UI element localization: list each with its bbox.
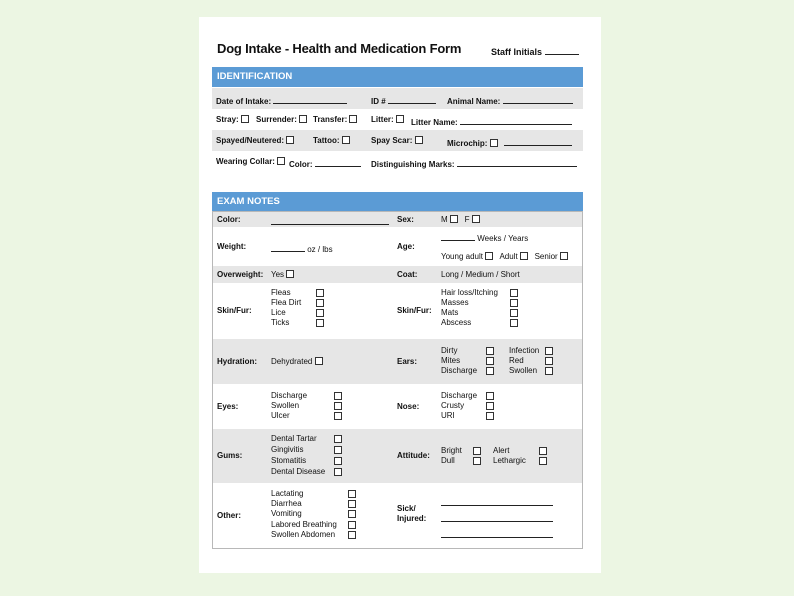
exam-row-color-sex xyxy=(213,212,582,227)
skin-flea-dirt-checkbox[interactable] xyxy=(316,299,324,307)
animal-name-line[interactable] xyxy=(503,94,573,104)
weight-units: oz / lbs xyxy=(307,245,333,254)
date-of-intake-line[interactable] xyxy=(273,94,347,104)
attitude-alert-label: Alert xyxy=(493,446,510,455)
skin-mats xyxy=(441,308,458,318)
skin-ticks-label: Ticks xyxy=(271,318,290,327)
overweight-yes-label: Yes xyxy=(271,270,285,279)
id-line[interactable] xyxy=(388,94,436,104)
skin-lice xyxy=(271,308,286,318)
form-page xyxy=(199,17,601,573)
nose-crusty-checkbox[interactable] xyxy=(486,402,494,410)
ears-dirty xyxy=(441,346,457,356)
nose-discharge-checkbox[interactable] xyxy=(486,392,494,400)
surrender-label: Surrender: xyxy=(256,115,297,124)
ears-red-checkbox[interactable] xyxy=(545,357,553,365)
eyes-ulcer-label: Ulcer xyxy=(271,411,290,420)
attitude-alert-checkbox[interactable] xyxy=(539,447,547,455)
skin-hair-loss-label: Hair loss/Itching xyxy=(441,288,498,297)
eyes-label: Eyes: xyxy=(217,402,239,411)
spayed-neutered-field xyxy=(216,136,294,145)
skin-abscess xyxy=(441,318,471,328)
gums-stomatitis-label: Stomatitis xyxy=(271,456,307,465)
staff-initials-line[interactable] xyxy=(545,45,579,55)
age-units: Weeks / Years xyxy=(477,234,529,243)
other-lactating xyxy=(271,489,303,499)
skin-fleas xyxy=(271,288,291,298)
attitude-lethargic xyxy=(493,456,526,466)
young-adult-checkbox[interactable] xyxy=(485,252,493,260)
dehydrated-checkbox[interactable] xyxy=(315,357,323,365)
sick-injured-label xyxy=(397,504,426,524)
other-diarrhea xyxy=(271,499,302,509)
ears-discharge-label: Discharge xyxy=(441,366,478,375)
sick-label: Sick/ xyxy=(397,504,416,513)
nose-crusty-label: Crusty xyxy=(441,401,465,410)
attitude-dull xyxy=(441,456,455,466)
sex-f-checkbox[interactable] xyxy=(472,215,480,223)
nose-uri-label: URI xyxy=(441,411,455,420)
wearing-collar-field xyxy=(216,157,285,166)
gums-dental-disease xyxy=(271,467,325,477)
dehydrated-field xyxy=(271,357,323,366)
gums-gingivitis-label: Gingivitis xyxy=(271,445,304,454)
ears-dirty-checkbox[interactable] xyxy=(486,347,494,355)
gums-dental-disease-label: Dental Disease xyxy=(271,467,326,476)
litter-checkbox[interactable] xyxy=(396,115,404,123)
exam-color-label: Color: xyxy=(217,215,241,224)
skin-hair-loss-checkbox[interactable] xyxy=(510,289,518,297)
eyes-swollen xyxy=(271,401,299,411)
ears-infection-checkbox[interactable] xyxy=(545,347,553,355)
ears-dirty-label: Dirty xyxy=(441,346,458,355)
exam-notes-header: EXAM NOTES xyxy=(212,192,583,212)
sick-injured-line-2[interactable] xyxy=(441,512,553,522)
gums-tartar-label: Dental Tartar xyxy=(271,434,317,443)
wearing-collar-checkbox[interactable] xyxy=(277,157,285,165)
other-labored-breathing xyxy=(271,520,337,530)
age-field xyxy=(441,231,528,243)
skin-flea-dirt-label: Flea Dirt xyxy=(271,298,302,307)
skin-ticks xyxy=(271,318,289,328)
staff-initials xyxy=(491,45,579,57)
exam-notes-table xyxy=(212,211,583,549)
attitude-label: Attitude: xyxy=(397,451,430,460)
attitude-alert xyxy=(493,446,509,456)
microchip-label: Microchip: xyxy=(447,139,488,148)
ears-swollen-label: Swollen xyxy=(509,366,538,375)
wearing-collar-label: Wearing Collar: xyxy=(216,157,275,166)
id-label: ID # xyxy=(371,97,386,106)
skin-fur-label-left: Skin/Fur: xyxy=(217,306,252,315)
senior-checkbox[interactable] xyxy=(560,252,568,260)
tattoo-checkbox[interactable] xyxy=(342,136,350,144)
sex-m-label: M xyxy=(441,215,448,224)
id-row-3 xyxy=(212,130,583,151)
ears-infection-label: Infection xyxy=(509,346,540,355)
eyes-swollen-label: Swollen xyxy=(271,401,300,410)
gums-gingivitis-checkbox[interactable] xyxy=(334,446,342,454)
id-field xyxy=(371,94,436,106)
age-label: Age: xyxy=(397,242,415,251)
id-row-1 xyxy=(212,88,583,109)
exam-row-other-sick xyxy=(213,483,582,549)
hydration-label: Hydration: xyxy=(217,357,257,366)
ears-swollen-checkbox[interactable] xyxy=(545,367,553,375)
adult-label: Adult xyxy=(499,252,518,261)
spayed-neutered-checkbox[interactable] xyxy=(286,136,294,144)
transfer-checkbox[interactable] xyxy=(349,115,357,123)
eyes-ulcer-checkbox[interactable] xyxy=(334,412,342,420)
dehydrated-label: Dehydrated xyxy=(271,357,313,366)
sex-options xyxy=(441,215,480,224)
id-row-4 xyxy=(212,151,583,172)
ears-discharge-checkbox[interactable] xyxy=(486,367,494,375)
nose-uri-checkbox[interactable] xyxy=(486,412,494,420)
skin-fleas-label: Fleas xyxy=(271,288,291,297)
distinguishing-marks-field xyxy=(371,157,577,169)
stray-field xyxy=(216,115,249,124)
skin-abscess-label: Abscess xyxy=(441,318,472,327)
exam-color-line[interactable] xyxy=(271,215,389,225)
date-of-intake-label: Date of Intake: xyxy=(216,97,272,106)
animal-name-field xyxy=(447,94,573,106)
sex-f-label: F xyxy=(464,215,470,224)
nose-uri xyxy=(441,411,455,421)
gums-stomatitis-checkbox[interactable] xyxy=(334,457,342,465)
other-diarrhea-checkbox[interactable] xyxy=(348,500,356,508)
transfer-field xyxy=(313,115,357,124)
litter-name-label: Litter Name: xyxy=(411,118,458,127)
ears-red xyxy=(509,356,524,366)
exam-row-overweight-coat xyxy=(213,266,582,283)
overweight-field xyxy=(271,270,294,279)
nose-discharge xyxy=(441,391,477,401)
collar-color-line[interactable] xyxy=(315,157,361,167)
skin-ticks-checkbox[interactable] xyxy=(316,319,324,327)
other-swollen-abdomen xyxy=(271,530,335,540)
other-label: Other: xyxy=(217,511,241,520)
skin-abscess-checkbox[interactable] xyxy=(510,319,518,327)
skin-masses-label: Masses xyxy=(441,298,469,307)
skin-hair-loss xyxy=(441,288,498,298)
age-line[interactable] xyxy=(441,231,475,241)
adult-checkbox[interactable] xyxy=(520,252,528,260)
other-lactating-label: Lactating xyxy=(271,489,304,498)
spay-scar-field xyxy=(371,136,423,145)
ears-label: Ears: xyxy=(397,357,418,366)
ears-infection xyxy=(509,346,539,356)
litter-name-line[interactable] xyxy=(460,115,572,125)
ears-mites-label: Mites xyxy=(441,356,461,365)
skin-flea-dirt xyxy=(271,298,301,308)
skin-fleas-checkbox[interactable] xyxy=(316,289,324,297)
litter-name-field xyxy=(411,115,572,127)
attitude-dull-checkbox[interactable] xyxy=(473,457,481,465)
ears-red-label: Red xyxy=(509,356,524,365)
eyes-discharge-label: Discharge xyxy=(271,391,308,400)
skin-masses xyxy=(441,298,469,308)
skin-mats-checkbox[interactable] xyxy=(510,309,518,317)
young-adult-label: Young adult xyxy=(441,252,483,261)
other-labored-breathing-label: Labored Breathing xyxy=(271,520,337,529)
spayed-neutered-label: Spayed/Neutered: xyxy=(216,136,285,145)
exam-row-hydration-ears xyxy=(213,339,582,384)
microchip-checkbox[interactable] xyxy=(490,139,498,147)
other-diarrhea-label: Diarrhea xyxy=(271,499,302,508)
identification-header: IDENTIFICATION xyxy=(212,67,583,87)
coat-options[interactable]: Long / Medium / Short xyxy=(441,270,520,279)
exam-row-weight-age xyxy=(213,227,582,266)
gums-dental-disease-checkbox[interactable] xyxy=(334,468,342,476)
distinguishing-marks-line[interactable] xyxy=(457,157,577,167)
transfer-label: Transfer: xyxy=(313,115,348,124)
exam-row-skin-fur xyxy=(213,283,582,339)
ears-mites xyxy=(441,356,460,366)
id-row-2 xyxy=(212,109,583,130)
exam-row-gums-attitude xyxy=(213,429,582,483)
other-vomiting xyxy=(271,509,302,519)
other-labored-breathing-checkbox[interactable] xyxy=(348,521,356,529)
surrender-checkbox[interactable] xyxy=(299,115,307,123)
weight-line[interactable] xyxy=(271,242,305,252)
nose-discharge-label: Discharge xyxy=(441,391,478,400)
weight-field xyxy=(271,242,333,254)
senior-label: Senior xyxy=(534,252,558,261)
nose-label: Nose: xyxy=(397,402,420,411)
animal-name-label: Animal Name: xyxy=(447,97,501,106)
collar-color-label: Color: xyxy=(289,160,313,169)
sex-m-checkbox[interactable] xyxy=(450,215,458,223)
spay-scar-checkbox[interactable] xyxy=(415,136,423,144)
litter-label: Litter: xyxy=(371,115,394,124)
tattoo-label: Tattoo: xyxy=(313,136,340,145)
coat-label: Coat: xyxy=(397,270,418,279)
skin-lice-checkbox[interactable] xyxy=(316,309,324,317)
attitude-lethargic-label: Lethargic xyxy=(493,456,526,465)
gums-tartar-checkbox[interactable] xyxy=(334,435,342,443)
eyes-swollen-checkbox[interactable] xyxy=(334,402,342,410)
gums-tartar xyxy=(271,434,317,444)
skin-mats-label: Mats xyxy=(441,308,459,317)
skin-lice-label: Lice xyxy=(271,308,286,317)
stray-label: Stray: xyxy=(216,115,239,124)
exam-row-eyes-nose xyxy=(213,384,582,429)
eyes-discharge-checkbox[interactable] xyxy=(334,392,342,400)
gums-stomatitis xyxy=(271,456,306,466)
distinguishing-marks-label: Distinguishing Marks: xyxy=(371,160,455,169)
injured-label: Injured: xyxy=(397,514,427,523)
ears-mites-checkbox[interactable] xyxy=(486,357,494,365)
age-stage-options xyxy=(441,252,568,261)
gums-label: Gums: xyxy=(217,451,243,460)
litter-field xyxy=(371,115,404,124)
other-vomiting-label: Vomiting xyxy=(271,509,302,518)
skin-fur-label-right: Skin/Fur: xyxy=(397,306,432,315)
ears-discharge xyxy=(441,366,477,376)
attitude-bright xyxy=(441,446,462,456)
stray-checkbox[interactable] xyxy=(241,115,249,123)
other-swollen-abdomen-checkbox[interactable] xyxy=(348,531,356,539)
microchip-field xyxy=(447,136,572,148)
spay-scar-label: Spay Scar: xyxy=(371,136,413,145)
other-vomiting-checkbox[interactable] xyxy=(348,510,356,518)
attitude-lethargic-checkbox[interactable] xyxy=(539,457,547,465)
attitude-bright-label: Bright xyxy=(441,446,462,455)
sick-injured-line-1[interactable] xyxy=(441,496,553,506)
ears-swollen xyxy=(509,366,537,376)
attitude-dull-label: Dull xyxy=(441,456,455,465)
other-lactating-checkbox[interactable] xyxy=(348,490,356,498)
sex-label: Sex: xyxy=(397,215,414,224)
weight-label: Weight: xyxy=(217,242,247,251)
tattoo-field xyxy=(313,136,350,145)
other-swollen-abdomen-label: Swollen Abdomen xyxy=(271,530,336,539)
attitude-bright-checkbox[interactable] xyxy=(473,447,481,455)
overweight-label: Overweight: xyxy=(217,270,264,279)
sick-injured-line-3[interactable] xyxy=(441,528,553,538)
overweight-yes-checkbox[interactable] xyxy=(286,270,294,278)
microchip-line[interactable] xyxy=(504,136,572,146)
date-of-intake-field xyxy=(216,94,347,106)
eyes-ulcer xyxy=(271,411,290,421)
surrender-field xyxy=(256,115,307,124)
gums-gingivitis xyxy=(271,445,303,455)
staff-initials-label: Staff Initials xyxy=(491,47,543,57)
form-title: Dog Intake - Health and Medication Form xyxy=(217,41,462,56)
eyes-discharge xyxy=(271,391,307,401)
skin-masses-checkbox[interactable] xyxy=(510,299,518,307)
collar-color-field xyxy=(289,157,361,169)
nose-crusty xyxy=(441,401,464,411)
